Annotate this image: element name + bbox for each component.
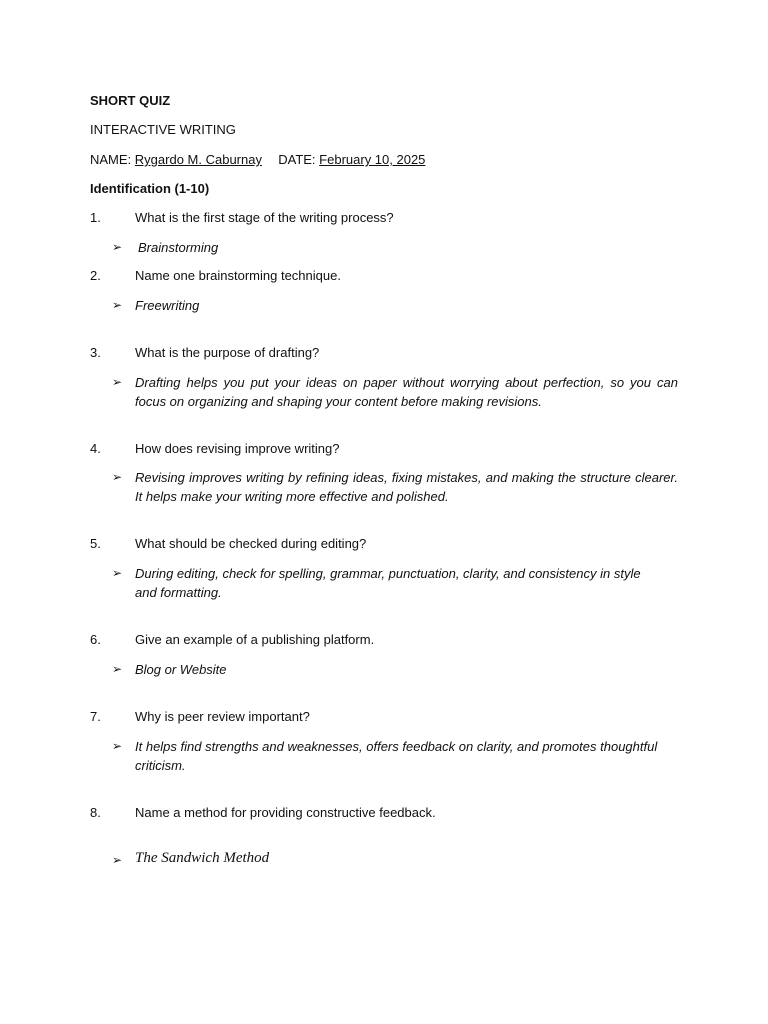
question-number: 4. bbox=[90, 441, 101, 456]
question-text: What should be checked during editing? bbox=[135, 536, 367, 551]
name-date-line bbox=[90, 151, 425, 169]
arrow-bullet-icon: ➢ bbox=[112, 853, 123, 867]
question-text: Name a method for providing constructive feedback. bbox=[135, 805, 436, 820]
answer-text: Brainstorming bbox=[138, 240, 219, 255]
quiz-title: SHORT QUIZ bbox=[90, 93, 171, 108]
section-heading: Identification (1-10) bbox=[90, 181, 210, 196]
question-text: Why is peer review important? bbox=[135, 709, 310, 724]
question-number: 2. bbox=[90, 268, 101, 283]
subject-line: INTERACTIVE WRITING bbox=[90, 122, 236, 137]
question-number: 1. bbox=[90, 210, 101, 225]
date-value: February 10, 2025 bbox=[319, 152, 426, 167]
question-text: How does revising improve writing? bbox=[135, 441, 340, 456]
arrow-bullet-icon: ➢ bbox=[112, 298, 123, 312]
question-number: 6. bbox=[90, 632, 101, 647]
answer-text: It helps find strengths and weaknesses, offers feedback on clarity, and promotes thoughtful criticism. bbox=[135, 739, 658, 773]
arrow-bullet-icon: ➢ bbox=[112, 566, 123, 580]
question-number: 5. bbox=[90, 536, 101, 551]
question-text: Name one brainstorming technique. bbox=[135, 268, 341, 283]
arrow-bullet-icon: ➢ bbox=[112, 375, 123, 389]
arrow-bullet-icon: ➢ bbox=[112, 739, 123, 753]
name-value: Rygardo M. Caburnay bbox=[134, 152, 262, 167]
question-number: 7. bbox=[90, 709, 101, 724]
answer-text: Blog or Website bbox=[135, 662, 227, 677]
name-label: NAME: bbox=[90, 152, 132, 167]
question-number: 3. bbox=[90, 345, 101, 360]
arrow-bullet-icon: ➢ bbox=[112, 240, 123, 254]
date-label: DATE: bbox=[278, 152, 316, 167]
question-text: What is the first stage of the writing process? bbox=[135, 210, 394, 225]
arrow-bullet-icon: ➢ bbox=[112, 662, 123, 676]
answer-text: Drafting helps you put your ideas on paper without worrying about perfection, so you can focus on organizing and shaping your content before making revisions. bbox=[135, 375, 678, 409]
question-number: 8. bbox=[90, 805, 101, 820]
question-text: What is the purpose of drafting? bbox=[135, 345, 320, 360]
answer-text: During editing, check for spelling, grammar, punctuation, clarity, and consistency in style and formatting. bbox=[135, 566, 641, 600]
answer-text: Freewriting bbox=[135, 298, 200, 313]
answer-text: Revising improves writing by refining ideas, fixing mistakes, and making the structure clearer. It helps make your writing more effective and polished. bbox=[135, 470, 678, 504]
question-text: Give an example of a publishing platform. bbox=[135, 632, 375, 647]
answer-text: The Sandwich Method bbox=[135, 850, 270, 866]
arrow-bullet-icon: ➢ bbox=[112, 470, 123, 484]
